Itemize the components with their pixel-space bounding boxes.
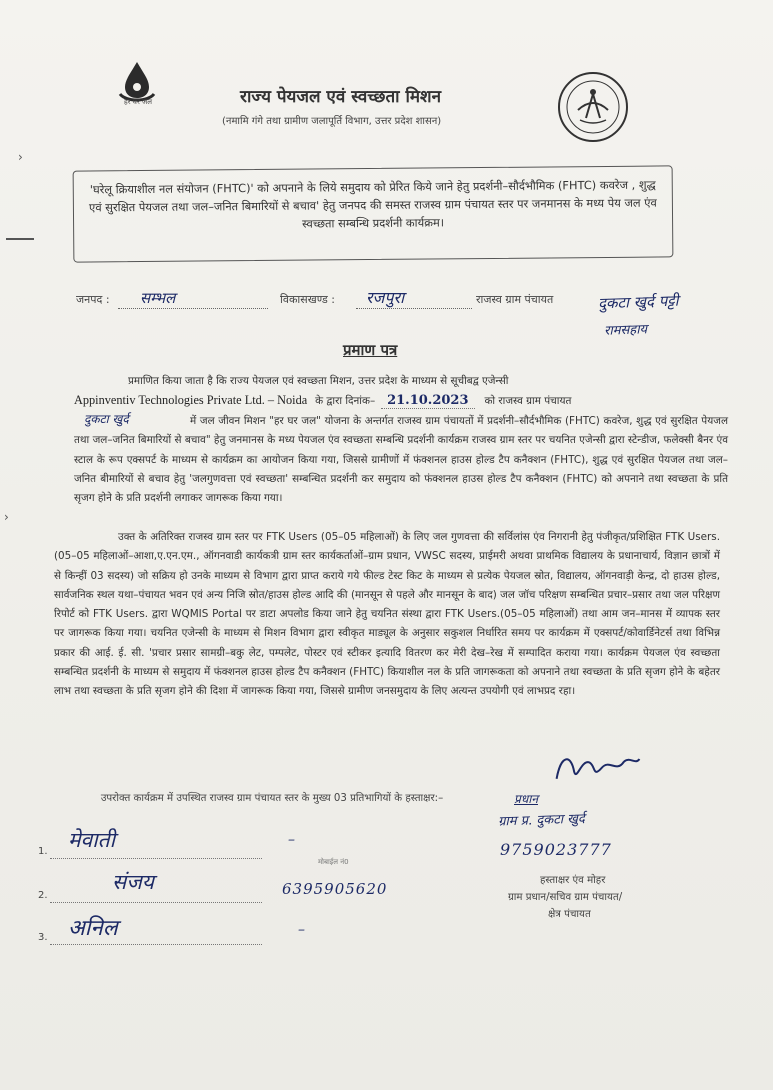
participant-name: मेवाती [68,828,116,852]
by-date-label: के द्वारा दिनांक– [315,395,376,407]
district-field [118,288,268,309]
certificate-line1: प्रमाणित किया जाता है कि राज्य पेयजल एवं स्वच्छता मिशन, उत्तर प्रदेश के माध्यम से सूचीबद्व एजेन्सी [128,375,509,387]
gp-handwritten: दुकटा खुर्द [84,412,129,426]
mobile-label: मोबाईल नं0 [318,858,349,866]
participants-heading: उपरोक्त कार्यक्रम में उपस्थित राजस्व ग्राम पंचायत स्तर के मुख्य 03 प्रतिभागियों के हस्ताक्षर:– [100,793,444,804]
agency-line [74,392,571,411]
participants-list [36,826,396,956]
block-value: रजपुरा [366,288,405,307]
pradhan-sig-line2: ग्राम प्रधान/सचिव ग्राम पंचायत/ [508,892,623,903]
participant-number: 1. [38,846,48,857]
pradhan-signature [551,745,644,793]
participant-number: 2. [38,890,48,901]
certificate-paragraph-1 [74,412,728,508]
program-description-box [73,165,674,262]
pradhan-hand-title: प्रधान [514,792,538,806]
water-drop-hand-icon [108,58,166,120]
district-value: सम्भल [140,289,176,307]
up-state-emblem-seal-icon [556,70,630,144]
pradhan-sig-line3: क्षेत्र पंचायत [548,909,591,920]
participant-line [50,858,262,859]
pradhan-sig-line1: हस्ताक्षर एंव मोहर [540,875,606,886]
mission-subtitle: (नमामि गंगे तथा ग्रामीण जलापूर्ति विभाग, उत्तर प्रदेश शासन) [222,116,442,127]
certificate-paragraph-2: उक्त के अतिरिक्त राजस्व ग्राम स्तर पर FTK Users (05–05 महिलाओं) के लिए जल गुणवत्ता की सर्विलांस एंव निगरानी हेतु पंजीकृत/प्रशिक्षित FTK Users.(05–05 महिलाओं–आशा,ए.एन.एम., ऑगनवाडी कार्यकत्री ग्राम स्तर कार्यकर्ताओं–ग्राम प्रधान, VWSC सदस्य, प्राईमरी अथवा प्राथमिक विद्यालय के प्रधानाचार्य, विज्ञान छात्रों में से किन्हीं 03 सदस्य) जो सक्रिय हो उनके माध्यम से विभाग द्वारा प्राप्त कराये गये फील्ड टेस्ट किट के माध्यम से प्रत्येक पेयजल स्रोत, विद्यालय, ऑगनवाड़ी केन्द्र, दो हाउस होल्ड, सार्वजनिक स्थल यथा–पंचायत भवन एवं अन्य निजि स्रोत/हाउस होल्ड आदि की (मानसून से पहले और मानसून के बाद) जल जॉच परिक्षण सम्बन्धित प्रचार–प्रसार तथा जल परिक्षण रिपोर्ट को FTK Users. द्वारा WQMIS Portal पर डाटा अपलोड किया जाने हेतु चयनित संस्था द्वारा FTK Users.(05–05 महिलाओं) तथा आम जन–मानस में व्यापक स्तर पर जागरूक किया गया। चयनित एजेन्सी के माध्यम से मिशन विभाग द्वारा स्वीकृत माड्यूल के अनुसार सकुशल निर्धारित समय पर कार्यक्रम में एक्सपर्ट/कोवार्डिनेटर्स तथा विभिन्न प्रकार की आई. ई. सी. 'प्रचार प्रसार सामग्री–बकु लेट, पम्पलेट, पोस्टर एवं स्टीकर इत्यादि वितरण कर मेरी देख–रेख में सम्पादित कराया गया। कार्यक्रम पेयजल एंव स्वच्छता सम्बन्धित प्रदर्शनी के माध्यम से समुदाय में फंक्शनल हाउस होल्ड टैप कनैक्शन (FHTC) कियाशील नल के प्रति जागरूकता को अपनाने तथा स्वच्छता के प्रति सृजग होने के बहेतर लाभ तथा स्वच्छता के प्रति सृजग होने की दिशा में जागरूक किया गया, जिससे ग्रामीण जनसमुदाय के लिए अत्यन्त उपयोगी एवं लाभप्रद रहा। [54,531,720,698]
gp-value-second: रामसहाय [603,322,648,339]
gp-label: राजस्व ग्राम पंचायत [476,293,554,306]
har-ghar-jal-logo [108,58,166,120]
pradhan-hand-name: ग्राम प्र. दुकटा खुर्द [497,811,586,830]
to-gp-label: को राजस्व ग्राम पंचायत [484,395,572,407]
participant-name: संजय [112,870,154,894]
participant-mobile: 6395905620 [282,880,388,898]
certificate-title: प्रमाण पत्र [343,341,398,359]
block-field [356,286,472,309]
margin-mark: › [18,150,23,164]
paragraph-1-text: में जल जीवन मिशन "हर घर जल" योजना के अन्तर्गत राजस्व ग्राम पंचायतों में प्रदर्शनी–सौर्दभौमिक (FHTC) कवरेज, शुद्ध एवं सुरक्षित पेयजल तथा जल–जनित बिमारियों से बचाव" हेतु जनमानस के मध्य पेयजल एंव स्वच्छता सम्बन्धि प्रदर्शनी कार्यक्रम राजस्व ग्राम स्तर पर चयनित एजेन्सी द्वारा स्टेन्डीज, फलेक्सी बैनर एंव स्टाल के रूप एक्सपर्ट के माध्यम से कार्यक्रम का आयोजन किया गया, जिससे ग्रामीणों में फंक्शनल हाउस होल्ड टैप कनैक्शन (FHTC), शुद्ध एवं सुरक्षित पेयजल तथा जल–जनित बीमारियों से बचाव हेतु 'जलगुणवत्ता एवं स्वच्छता' सम्बन्धित प्रदर्शनी कर समुदाय को फंक्शनल हाउस होल्ड टैप कनैक्शन (FHTC) को अपनाने तथा स्वच्छता के प्रति सृजग होने के प्रति प्रदर्शनी लगाकर जागरूक किया गया। [74,415,728,505]
participant-mobile: – [298,922,305,938]
state-seal [556,70,630,144]
program-description: 'घरेलू क्रियाशील नल संयोजन (FHTC)' को अपनाने के लिये समुदाय को प्रेरित किये जाने हेतु प्रदर्शनी–सौर्दभौमिक (FHTC) कवरेज , शुद्ध एवं सुरक्षित पेयजल तथा जल–जनित बिमारियों से बचाव' हेतु जनपद की समस्त राजस्व ग्राम पंचायत स्तर पर जनमानस के मध्य पेय जल एंव स्वच्छता सम्बन्धि प्रदर्शनी कार्यक्रम। [88,177,657,231]
pradhan-hand-phone: 9759023777 [500,840,612,859]
program-date: 21.10.2023 [381,393,474,409]
participant-number: 3. [38,932,48,943]
participant-line [50,902,262,903]
logo-caption: हर घर जल [124,98,152,106]
agency-name: Appinventiv Technologies Private Ltd. – Noida [74,393,308,407]
participant-mobile: – [288,832,295,848]
mission-title: राज्य पेयजल एवं स्वच्छता मिशन [240,87,442,107]
gp-value: दुकटा खुर्द पट्टी [597,291,679,313]
margin-dash [6,238,34,240]
margin-mark: › [4,510,9,524]
participant-line [50,944,262,945]
signature-scribble-icon [551,745,643,787]
participant-name: अनिल [68,916,118,941]
block-label: विकासखण्ड : [280,293,336,306]
district-label: जनपद : [76,293,110,306]
